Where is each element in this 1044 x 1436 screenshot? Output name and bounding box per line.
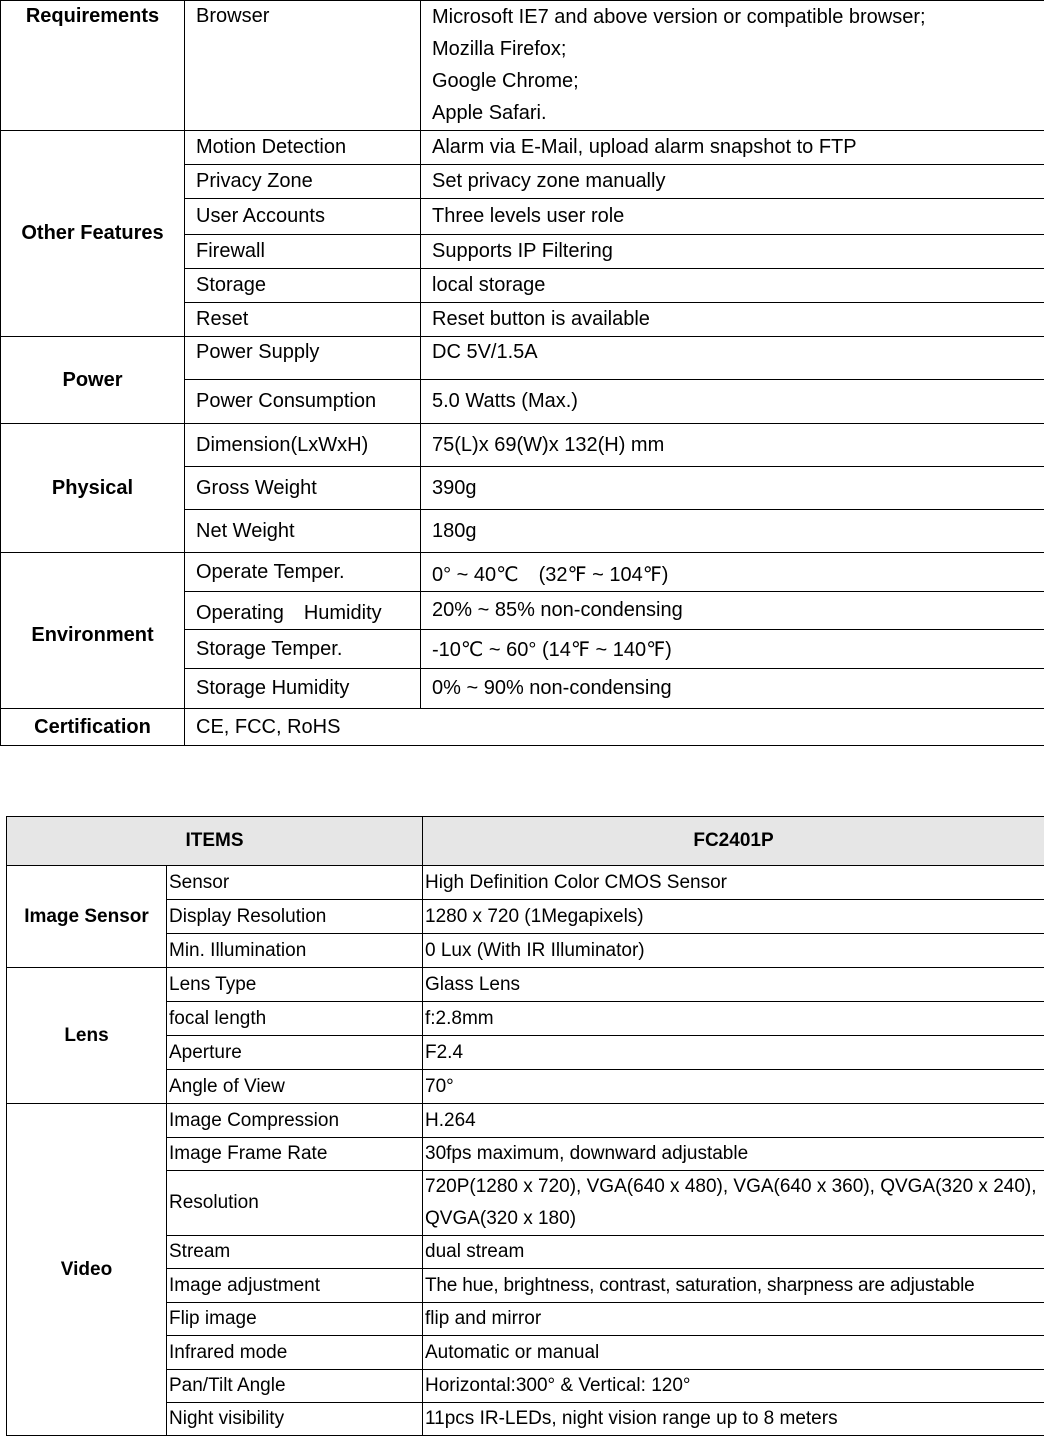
spec-value: High Definition Color CMOS Sensor xyxy=(423,866,1044,900)
spec-value: 0% ~ 90% non-condensing xyxy=(421,669,1044,709)
table-header-row xyxy=(7,817,1044,866)
spec-label: Gross Weight xyxy=(185,467,421,510)
spec-label: Storage Temper. xyxy=(185,630,421,669)
spec-value: 720P(1280 x 720), VGA(640 x 480), VGA(640 x 360), QVGA(320 x 240), QVGA(320 x 180) xyxy=(423,1171,1044,1236)
spec-label: Net Weight xyxy=(185,510,421,553)
spec-label: Aperture xyxy=(167,1036,423,1070)
spec-value: CE, FCC, RoHS xyxy=(185,709,1044,746)
browser-item: Google Chrome; xyxy=(432,65,1044,97)
spec-value: 0 Lux (With IR Illuminator) xyxy=(423,934,1044,968)
browser-item: Apple Safari. xyxy=(432,97,1044,129)
category-power: Power xyxy=(1,337,185,424)
header-model: FC2401P xyxy=(423,817,1044,866)
category-physical: Physical xyxy=(1,424,185,553)
spec-label: Dimension(LxWxH) xyxy=(185,424,421,467)
spec-value: 30fps maximum, downward adjustable xyxy=(423,1138,1044,1171)
table-row xyxy=(7,866,1044,900)
spec-label: Flip image xyxy=(167,1303,423,1336)
spec-label: Night visibility xyxy=(167,1403,423,1436)
spec-label: Power Supply xyxy=(185,337,421,380)
table-row xyxy=(1,1,1044,131)
category-certification: Certification xyxy=(1,709,185,746)
spec-label: Storage Humidity xyxy=(185,669,421,709)
spec-value: Supports IP Filtering xyxy=(421,235,1044,269)
spec-value: dual stream xyxy=(423,1236,1044,1269)
spec-label: focal length xyxy=(167,1002,423,1036)
table-row xyxy=(1,553,1044,592)
spec-value: 1280 x 720 (1Megapixels) xyxy=(423,900,1044,934)
spec-value: The hue, brightness, contrast, saturation, sharpness are adjustable xyxy=(423,1269,1044,1303)
spec-label: Privacy Zone xyxy=(185,165,421,199)
spec-label: User Accounts xyxy=(185,199,421,235)
spec-value-browser-list xyxy=(421,1,1044,131)
category-lens: Lens xyxy=(7,968,167,1104)
spec-label: Image Compression xyxy=(167,1104,423,1138)
spec-label: Firewall xyxy=(185,235,421,269)
spec-label: Operating Humidity xyxy=(185,592,421,630)
header-items: ITEMS xyxy=(7,817,423,866)
spec-label: Image Frame Rate xyxy=(167,1138,423,1171)
spec-label: Stream xyxy=(167,1236,423,1269)
spec-label: Resolution xyxy=(167,1171,423,1236)
spec-label: Angle of View xyxy=(167,1070,423,1104)
spec-value: -10℃ ~ 60° (14℉ ~ 140℉) xyxy=(421,630,1044,669)
spec-value: F2.4 xyxy=(423,1036,1044,1070)
category-video: Video xyxy=(7,1104,167,1436)
spec-label: Pan/Tilt Angle xyxy=(167,1370,423,1403)
spec-value: 0° ~ 40℃ (32℉ ~ 104℉) xyxy=(421,553,1044,592)
spec-value: Automatic or manual xyxy=(423,1336,1044,1370)
category-requirements: Requirements xyxy=(1,1,185,131)
table-row xyxy=(1,131,1044,165)
browser-item: Microsoft IE7 and above version or compatible browser; xyxy=(432,1,1044,33)
spec-label: Display Resolution xyxy=(167,900,423,934)
spec-value: flip and mirror xyxy=(423,1303,1044,1336)
spec-value: 5.0 Watts (Max.) xyxy=(421,380,1044,424)
spec-value: Set privacy zone manually xyxy=(421,165,1044,199)
spec-label: Image adjustment xyxy=(167,1269,423,1303)
spec-value: 20% ~ 85% non-condensing xyxy=(421,592,1044,630)
table-row xyxy=(1,424,1044,467)
spec-label: Sensor xyxy=(167,866,423,900)
spec-label: Storage xyxy=(185,269,421,303)
spec-label: Motion Detection xyxy=(185,131,421,165)
table-row xyxy=(7,1104,1044,1138)
spec-value: 70° xyxy=(423,1070,1044,1104)
spec-value: DC 5V/1.5A xyxy=(421,337,1044,380)
table-row xyxy=(7,968,1044,1002)
table-row xyxy=(1,337,1044,380)
category-environment: Environment xyxy=(1,553,185,709)
spec-label: Infrared mode xyxy=(167,1336,423,1370)
spec-label: Operate Temper. xyxy=(185,553,421,592)
spec-value: Glass Lens xyxy=(423,968,1044,1002)
spec-value: H.264 xyxy=(423,1104,1044,1138)
spec-table-model xyxy=(6,816,1044,1436)
spec-label: Lens Type xyxy=(167,968,423,1002)
spec-value: 390g xyxy=(421,467,1044,510)
spec-value: Three levels user role xyxy=(421,199,1044,235)
browser-item: Mozilla Firefox; xyxy=(432,33,1044,65)
category-image-sensor: Image Sensor xyxy=(7,866,167,968)
spec-value: Horizontal:300° & Vertical: 120° xyxy=(423,1370,1044,1403)
spec-value: 75(L)x 69(W)x 132(H) mm xyxy=(421,424,1044,467)
spec-value: 180g xyxy=(421,510,1044,553)
spec-label: Browser xyxy=(185,1,421,131)
spec-value: f:2.8mm xyxy=(423,1002,1044,1036)
table-row xyxy=(1,709,1044,746)
spec-value: Alarm via E-Mail, upload alarm snapshot to FTP xyxy=(421,131,1044,165)
category-other-features: Other Features xyxy=(1,131,185,337)
spec-label: Power Consumption xyxy=(185,380,421,424)
spec-label: Reset xyxy=(185,303,421,337)
spec-value: Reset button is available xyxy=(421,303,1044,337)
spec-label: Min. Illumination xyxy=(167,934,423,968)
spec-value: local storage xyxy=(421,269,1044,303)
spec-value: 11pcs IR-LEDs, night vision range up to 8 meters xyxy=(423,1403,1044,1436)
